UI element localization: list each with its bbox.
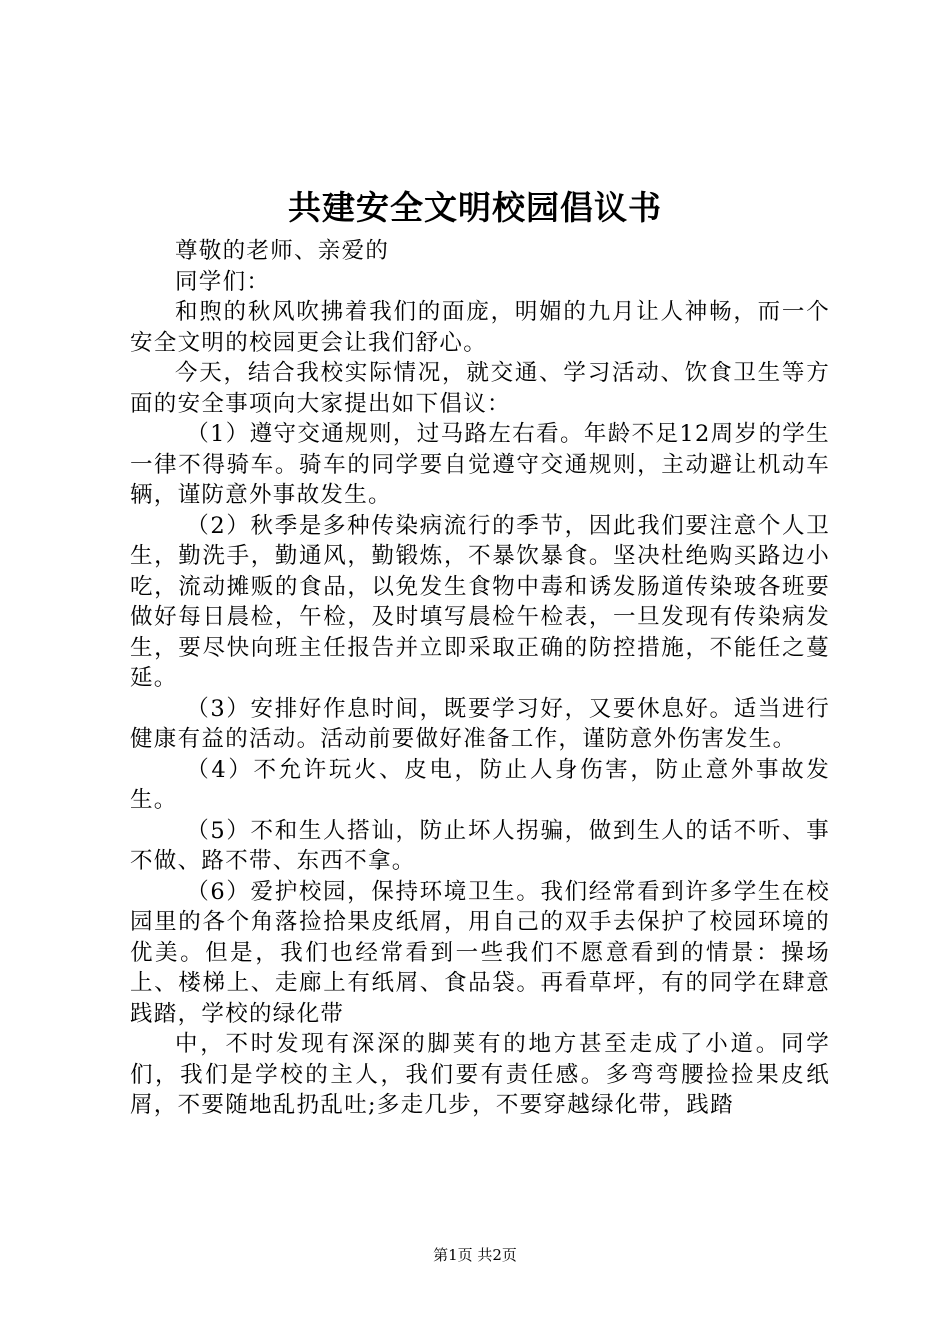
document-body bbox=[130, 236, 830, 1121]
page-number-footer: 第1页 共2页 bbox=[433, 1246, 517, 1264]
proposal-item-6: （6）爱护校园，保持环境卫生。我们经常看到许多学生在校园里的各个角落捡拾果皮纸屑，用自己的双手去保护了校园环境的优美。但是，我们也经常看到一些我们不愿意看到的情景：操场上、楼梯上、走廊上有纸屑、食品袋。再看草坪，有的同学在肆意践踏，学校的绿化带 bbox=[130, 878, 830, 1027]
document-title: 共建安全文明校园倡议书 bbox=[288, 188, 662, 227]
proposal-item-1: （1）遵守交通规则，过马路左右看。年龄不足12周岁的学生一律不得骑车。骑车的同学要自觉遵守交通规则，主动避让机动车辆，谨防意外事故发生。 bbox=[130, 421, 830, 508]
proposal-item-5: （5）不和生人搭讪，防止坏人拐骗，做到生人的话不听、事不做、路不带、东西不拿。 bbox=[130, 817, 830, 874]
salutation-line-1: 尊敬的老师、亲爱的 bbox=[175, 238, 390, 264]
intro-paragraph: 和煦的秋风吹拂着我们的面庞，明媚的九月让人神畅，而一个安全文明的校园更会让我们舒心。 bbox=[130, 299, 830, 356]
proposal-lead-paragraph: 今天，结合我校实际情况，就交通、学习活动、饮食卫生等方面的安全事项向大家提出如下倡议： bbox=[130, 360, 830, 417]
continuation-paragraph: 中，不时发现有深深的脚荚有的地方甚至走成了小道。同学们，我们是学校的主人，我们要有责任感。多弯弯腰捡捡果皮纸屑，不要随地乱扔乱吐;多走几步，不要穿越绿化带，践踏 bbox=[130, 1031, 830, 1118]
proposal-item-2: （2）秋季是多种传染病流行的季节，因此我们要注意个人卫生，勤洗手，勤通风，勤锻炼，不暴饮暴食。坚决杜绝购买路边小吃，流动摊贩的食品，以免发生食物中毒和诱发肠道传染玻各班要做好每日晨检，午检，及时填写晨检午检表，一旦发现有传染病发生，要尽快向班主任报告并立即采取正确的防控措施，不能任之蔓延。 bbox=[130, 512, 830, 691]
proposal-item-4: （4）不允许玩火、皮电，防止人身伤害，防止意外事故发生。 bbox=[130, 756, 830, 813]
salutation-line-2: 同学们： bbox=[175, 268, 271, 295]
proposal-item-3: （3）安排好作息时间，既要学习好，又要休息好。适当进行健康有益的活动。活动前要做好准备工作，谨防意外伤害发生。 bbox=[130, 695, 830, 752]
